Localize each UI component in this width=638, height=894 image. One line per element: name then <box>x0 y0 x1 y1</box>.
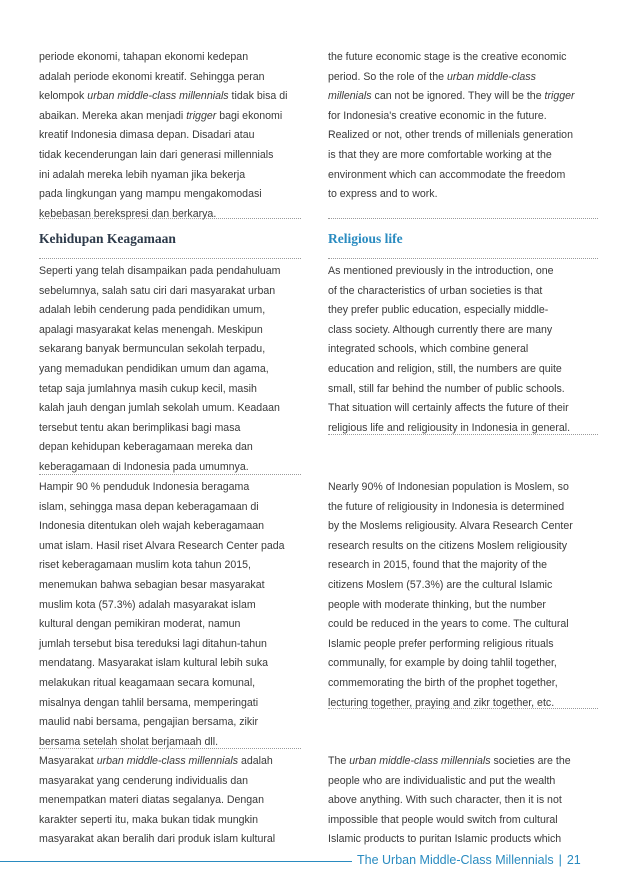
divider <box>328 708 598 709</box>
paragraph-text: As mentioned previously in the introduction, one of the characteristics of urban societies is that they prefer public education, especially middle- class society. Although currently there are many integrated schools, which combine general education and religion, still, the numbers are quite small, still far behind the number of public schools. That situation will certainly affects the future of their religious life and religiousity in Indonesia in general. <box>328 265 571 434</box>
right-heading-block <box>328 230 598 248</box>
paragraph-text: periode ekonomi, tahapan ekonomi kedepan adalah periode ekonomi kreatif. Sehingga peran kelompok urban middle-class millennials tidak bisa di abaikan. Mereka akan menjadi trigger bagi ekonomi kreatif Indonesia dimasa depan. Disadari atau tidak kecenderungan lain dari generasi millennials ini adalah mereka lebih nyaman jika bekerja pada lingkungan yang mampu mengakomodasi kebebasan berekspresi dan berkarya. <box>39 51 288 220</box>
page-number: 21 <box>566 853 581 867</box>
paragraph-text: Nearly 90% of Indonesian population is Moslem, so the future of religiousity in Indonesia is determined by the Moslems religiousity. Alvara Research Center research results on the citizens Moslem religiousity research in 2015, found that the majority of the citizens Moslem (57.3%) are the cultural Islamic people with moderate thinking, but the number could be reduced in the years to come. The cultural Islamic people prefer performing religious rituals communally, for example by doing tahlil together, commemorating the birth of the prophet together, lecturing together, praying and zikr together, etc. <box>328 481 573 709</box>
paragraph-text: The urban middle-class millennials societies are the people who are individualistic and put the wealth above anything. With such character, then it is not impossible that people would switch from cultural Islamic products to puritan Islamic products which <box>328 755 571 846</box>
section-heading: Religious life <box>328 231 403 246</box>
left-paragraph-4 <box>39 752 301 850</box>
right-paragraph-4 <box>328 752 598 850</box>
footer-separator: | <box>558 853 562 867</box>
divider <box>328 258 598 259</box>
left-paragraph-2 <box>39 262 301 478</box>
section-heading: Kehidupan Keagamaan <box>39 231 176 246</box>
divider <box>328 218 598 219</box>
right-paragraph-1 <box>328 48 598 205</box>
paragraph-text: the future economic stage is the creative economic period. So the role of the urban middle-class millenials can not be ignored. They will be the trigger for Indonesia's creative economic in the future. Realized or not, other trends of millenials generation is that they are more comfortable working at the environment which can accommodate the freedom to express and to work. <box>328 51 575 201</box>
footer-title: The Urban Middle-Class Millennials <box>357 853 554 867</box>
divider <box>328 434 598 435</box>
paragraph-text: Hampir 90 % penduduk Indonesia beragama islam, sehingga masa depan keberagamaan di Indonesia ditentukan oleh wajah keberagamaan umat islam. Hasil riset Alvara Research Center pada riset keberagamaan muslim kota tahun 2015, menemukan bahwa sebagian besar masyarakat muslim kota (57.3%) adalah masyarakat islam kultural dengan pemikiran moderat, namun jumlah tersebut bisa tereduksi lagi ditahun-tahun mendatang. Masyarakat islam kultural lebih suka melakukan ritual keagamaan secara komunal, misalnya dengan tahlil bersama, memperingati maulid nabi bersama, pengajian bersama, zikir bersama setelah sholat berjamaah dll. <box>39 481 285 748</box>
paragraph-text: Masyarakat urban middle-class millennials adalah masyarakat yang cenderung individualis dan menempatkan materi diatas segalanya. Dengan karakter seperti itu, maka bukan tidak mungkin masyarakat akan beralih dari produk islam kultural <box>39 755 276 846</box>
left-paragraph-3 <box>39 478 301 752</box>
right-paragraph-3 <box>328 478 598 713</box>
divider <box>39 748 301 749</box>
left-heading-block <box>39 230 301 248</box>
divider <box>39 218 301 219</box>
page-footer <box>357 853 581 867</box>
divider <box>39 474 301 475</box>
divider <box>39 258 301 259</box>
left-paragraph-1 <box>39 48 301 224</box>
paragraph-text: Seperti yang telah disampaikan pada pendahuluam sebelumnya, salah satu ciri dari masyarakat urban adalah lebih cenderung pada pendidikan umum, apalagi masyarakat kelas menengah. Meskipun sekarang banyak bermunculan sekolah terpadu, yang memadukan pendidikan umum dan agama, tetap saja jumlahnya masih cukup kecil, masih kalah jauh dengan jumlah sekolah umum. Keadaan tersebut tentu akan berimplikasi bagi masa depan kehidupan keberagamaan mereka dan keberagamaan di Indonesia pada umumnya. <box>39 265 281 473</box>
footer-rule <box>0 861 352 862</box>
right-paragraph-2 <box>328 262 598 438</box>
